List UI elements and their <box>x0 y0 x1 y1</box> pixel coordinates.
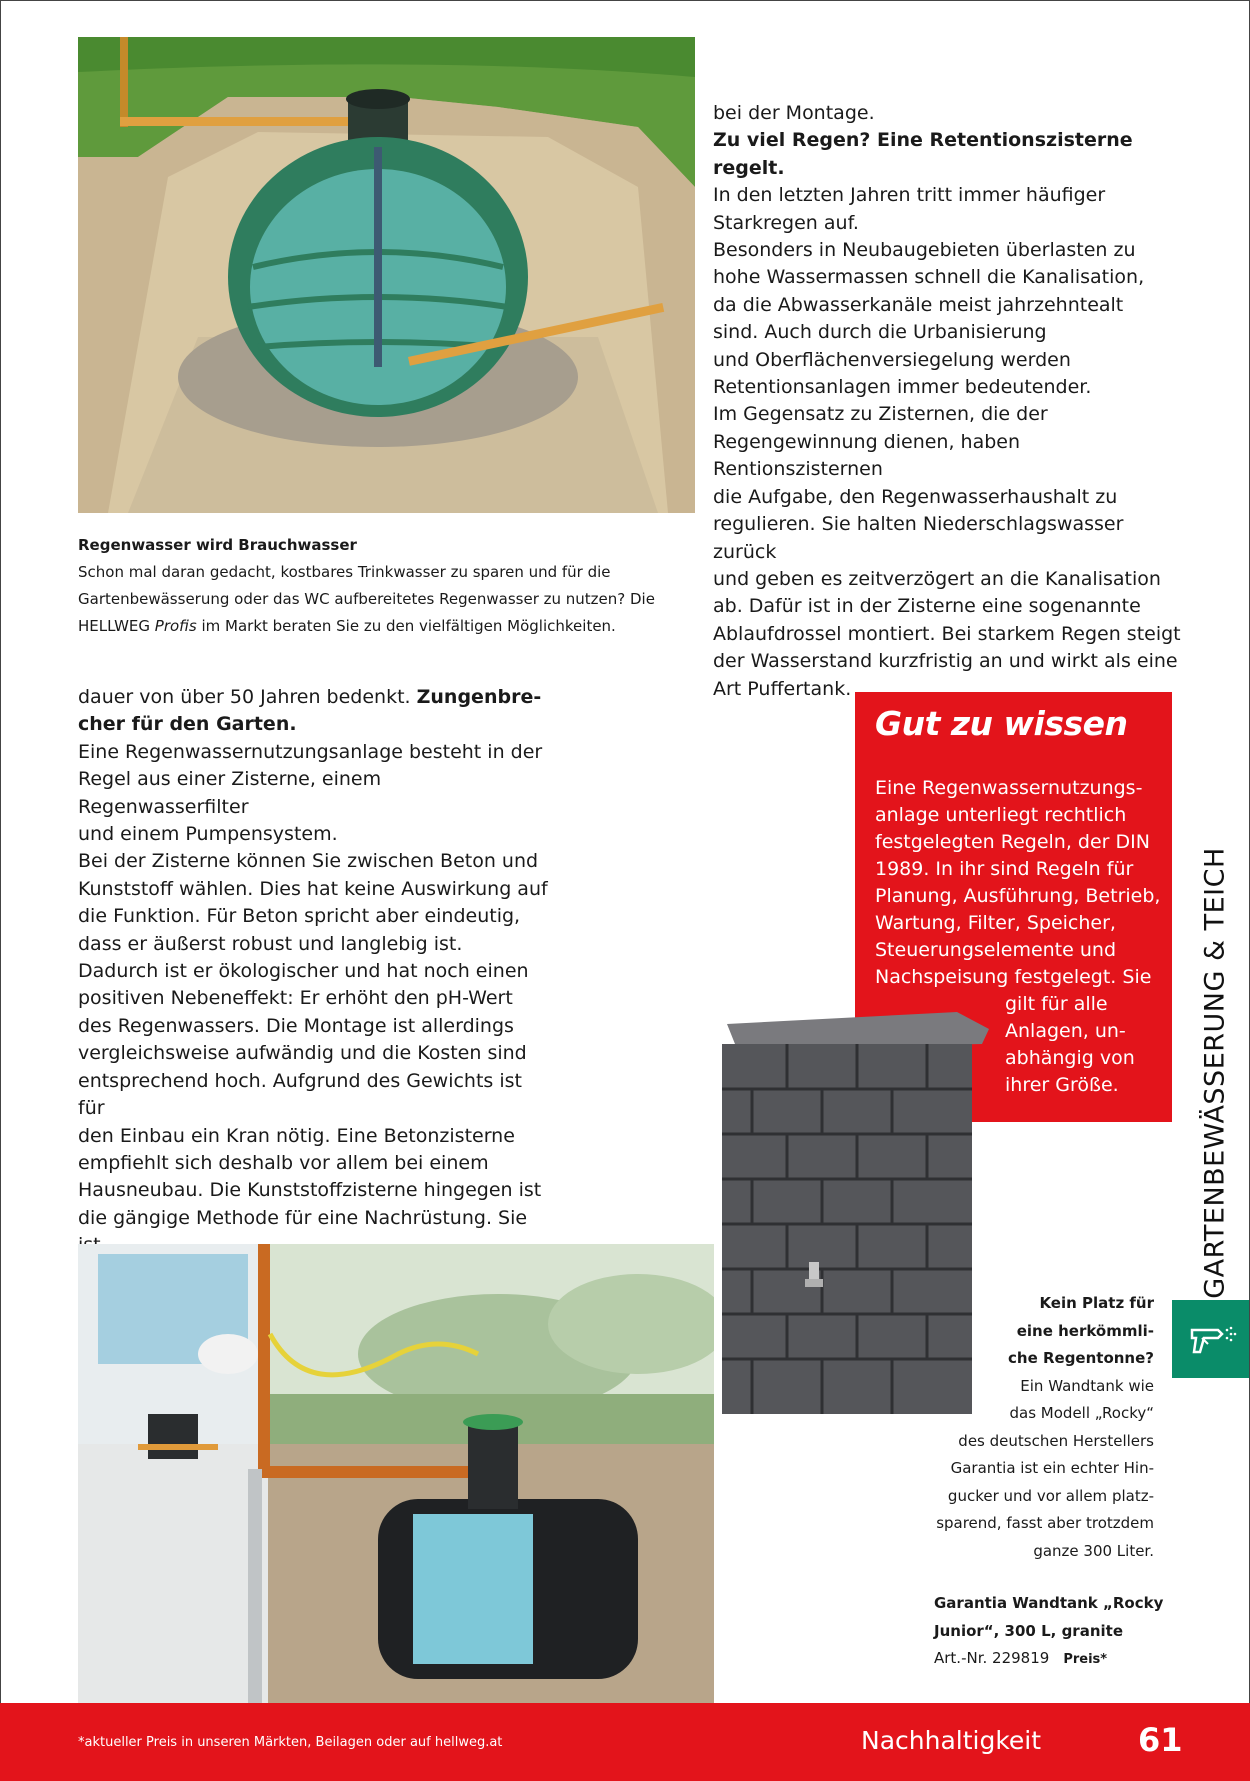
teaser-line: ganze 300 Liter. <box>1033 1541 1154 1560</box>
teaser-line: des deutschen Herstellers <box>958 1431 1154 1450</box>
product-name <box>934 1618 1174 1646</box>
subheading <box>713 127 1183 182</box>
page-footer <box>0 1703 1250 1781</box>
text-line: da die Abwasserkanäle meist jahrzehntealt <box>713 293 1124 316</box>
spray-gun-icon <box>1172 1300 1249 1378</box>
text-line: entsprechend hoch. Aufgrund des Gewichts ist für <box>78 1069 522 1120</box>
caption-emphasis: Profis <box>154 617 197 635</box>
subheading-text: Zu viel Regen? Eine Retentionszisterne regelt. <box>713 129 1133 179</box>
info-box-line: anlage unterliegt rechtlich <box>875 804 1127 826</box>
text-line: Retentionsanlagen immer bedeutender. <box>713 376 1092 399</box>
teaser-question-text: che Regentonne? <box>1008 1349 1154 1367</box>
article-number: Art.-Nr. 229819 <box>934 1649 1050 1667</box>
text-line: Ablaufdrossel montiert. Bei starkem Regen steigt <box>713 622 1181 645</box>
text-line: empfiehlt sich deshalb vor allem bei einem <box>78 1151 489 1174</box>
text-line: ab. Dafür ist in der Zisterne eine sogenannte <box>713 595 1141 618</box>
caption-line: Schon mal daran gedacht, kostbares Trinkwasser zu sparen und für die <box>78 563 611 581</box>
teaser-question-text: eine herkömmli- <box>1016 1321 1154 1340</box>
info-box-line: Steuerungselemente und <box>875 939 1117 961</box>
text-line: Regengewinnung dienen, haben Rentionszisternen <box>713 430 1021 481</box>
text-line: die gängige Methode für eine Nachrüstung. Sie <box>78 1206 528 1229</box>
text-line: Starkregen auf. <box>713 211 859 234</box>
info-box-line: Nachspeisung festgelegt. Sie <box>875 966 1152 988</box>
caption-text: HELLWEG <box>78 617 155 635</box>
info-box-line: ihrer Größe. <box>1005 1074 1119 1096</box>
product-name-text: Junior“, 300 L, granite <box>934 1621 1123 1640</box>
category-label <box>1197 846 1233 1299</box>
info-box-line: Anlagen, un- <box>1005 1020 1126 1042</box>
teaser-question <box>934 1290 1154 1318</box>
product-teaser <box>934 1290 1154 1565</box>
image-caption <box>78 532 658 640</box>
caption-text: im Markt beraten Sie zu den vielfältigen Möglichkeiten. <box>196 617 616 635</box>
rainwater-system-illustration <box>78 1244 714 1704</box>
product-info <box>934 1590 1174 1674</box>
teaser-question-text: Kein Platz für <box>1039 1294 1154 1312</box>
caption-line <box>78 613 658 640</box>
text-line: die Aufgabe, den Regenwasserhaushalt zu <box>713 485 1118 508</box>
product-name-text: Garantia Wandtank „Rocky <box>934 1594 1164 1612</box>
product-article <box>934 1645 1174 1674</box>
caption-title: Regenwasser wird Brauchwasser <box>78 536 357 554</box>
text-line: Kunststoff wählen. Dies hat keine Auswirkung auf <box>78 877 548 900</box>
text-line: und geben es zeitverzögert an die Kanalisation <box>713 567 1161 590</box>
page-number: 61 <box>1138 1721 1183 1759</box>
text-line: und Oberflächenversiegelung werden <box>713 348 1071 371</box>
info-box-line: gilt für alle <box>1005 993 1108 1015</box>
text-line: Dadurch ist er ökologischer und hat noch einen <box>78 960 529 983</box>
text-line: bei der Montage. <box>713 102 875 124</box>
text-line: In den letzten Jahren tritt immer häufiger <box>713 184 1106 207</box>
text-line: Eine Regenwassernutzungsanlage besteht in der <box>78 740 543 763</box>
teaser-line: gucker und vor allem platz- <box>947 1486 1154 1505</box>
footer-section-title: Nachhaltigkeit <box>861 1726 1042 1755</box>
text-line: den Einbau ein Kran nötig. Eine Betonzisterne <box>78 1124 515 1147</box>
info-box-line: Wartung, Filter, Speicher, <box>875 912 1116 934</box>
subheading-text: Zungenbre- <box>416 686 542 708</box>
text-line: regulieren. Sie halten Niederschlagswasser zurück <box>713 513 1124 563</box>
teaser-line: sparend, fasst aber trotzdem <box>936 1514 1154 1532</box>
subheading <box>78 711 548 738</box>
text-line: die Funktion. Für Beton spricht aber eindeutig, <box>78 905 521 928</box>
text-line: dass er äußerst robust und langlebig ist. <box>78 932 463 955</box>
text-line: hohe Wassermassen schnell die Kanalisation, <box>713 266 1145 289</box>
category-label-text: GARTENBEWÄSSERUNG & TEICH <box>1199 846 1231 1299</box>
right-column-text <box>713 100 1183 703</box>
info-box-line: Eine Regenwassernutzungs- <box>875 777 1143 799</box>
text-line: Bei der Zisterne können Sie zwischen Beton und <box>78 850 539 873</box>
footer-note: *aktueller Preis in unseren Märkten, Beilagen oder auf hellweg.at <box>78 1735 503 1750</box>
info-box-line: 1989. In ihr sind Regeln für <box>875 858 1134 880</box>
text-line: Im Gegensatz zu Zisternen, die der <box>713 403 1048 426</box>
teaser-question <box>934 1318 1154 1346</box>
category-tab <box>1172 1300 1249 1378</box>
info-box-line: Planung, Ausführung, Betrieb, <box>875 885 1161 907</box>
info-box-line: festgelegten Regeln, der DIN <box>875 831 1150 853</box>
text-line: Art Puffertank. <box>713 677 852 700</box>
product-name <box>934 1590 1174 1618</box>
teaser-line: Ein Wandtank wie <box>1020 1376 1154 1395</box>
text-line: sind. Auch durch die Urbanisierung <box>713 321 1047 344</box>
text-line: Hausneubau. Die Kunststoffzisterne hingegen ist <box>78 1179 542 1202</box>
caption-line: Gartenbewässerung oder das WC aufbereitetes Regenwasser zu nutzen? Die <box>78 590 655 608</box>
text-line: Regel aus einer Zisterne, einem Regenwasserfilter <box>78 768 382 818</box>
text-line: der Wasserstand kurzfristig an und wirkt als eine <box>713 650 1178 673</box>
underground-cistern-illustration <box>78 37 695 513</box>
text-line: vergleichsweise aufwändig und die Kosten sind <box>78 1042 527 1065</box>
price-label: Preis* <box>1063 1652 1108 1667</box>
text-run: dauer von über 50 Jahren bedenkt. <box>78 686 417 708</box>
teaser-line: Garantia ist ein echter Hin- <box>950 1459 1154 1477</box>
teaser-line: das Modell „Rocky“ <box>1009 1404 1154 1422</box>
text-line <box>78 684 548 711</box>
text-line: des Regenwassers. Die Montage ist allerdings <box>78 1014 514 1037</box>
subheading-text: cher für den Garten. <box>78 713 297 736</box>
text-line: positiven Nebeneffekt: Er erhöht den pH-Wert <box>78 987 513 1010</box>
teaser-question <box>934 1345 1154 1373</box>
text-line: Besonders in Neubaugebieten überlasten zu <box>713 239 1136 262</box>
text-line: und einem Pumpensystem. <box>78 823 338 846</box>
left-column-text <box>78 684 548 1314</box>
info-box-heading: Gut zu wissen <box>875 704 1128 743</box>
info-box-line: abhängig von <box>1005 1047 1135 1069</box>
